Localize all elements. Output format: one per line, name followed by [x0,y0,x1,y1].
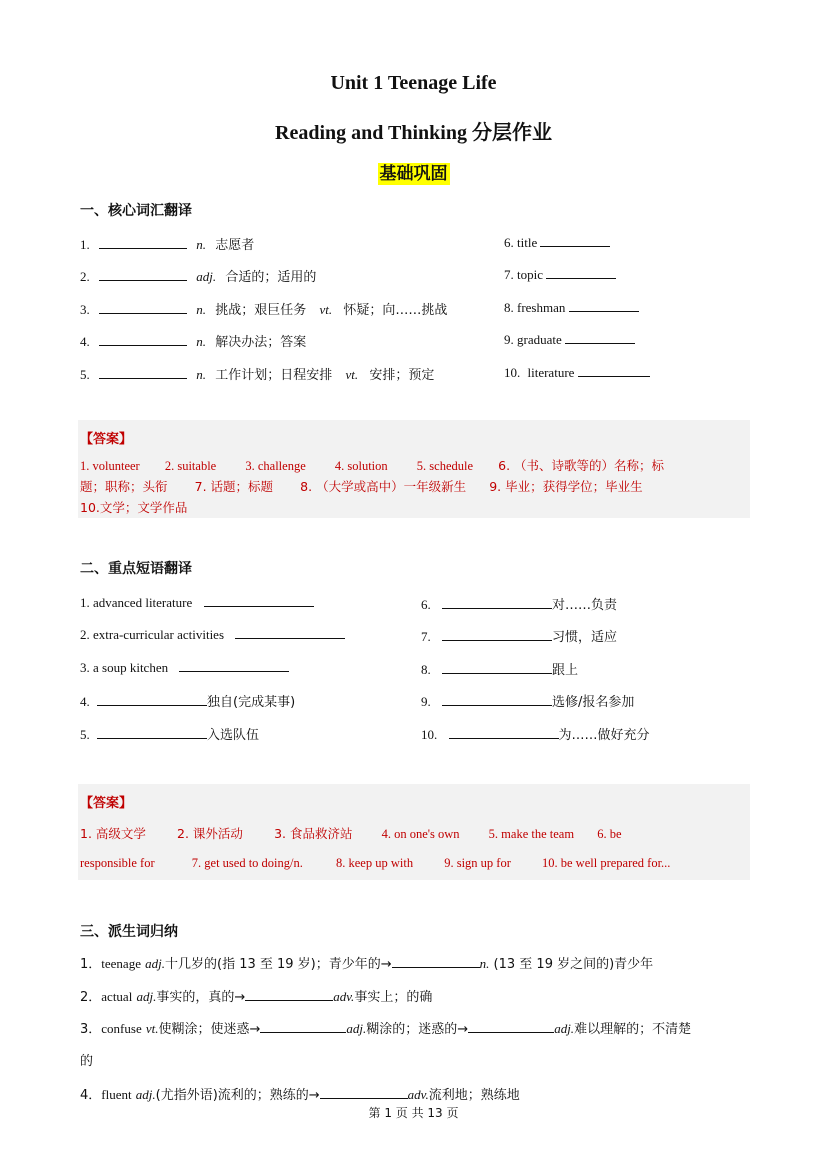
part-of-speech: n. [196,367,206,382]
part-of-speech: n. [196,334,206,349]
vocab-item-4 [80,331,306,350]
answer-item: 5. make the team [488,827,575,841]
word: confuse [101,1021,142,1036]
phrase-item-8 [421,659,578,678]
item-number: 3. [80,302,90,317]
item-number: 1. [80,595,90,610]
vocab-item-6 [504,234,610,251]
answer-heading: 【答案】 [80,796,133,811]
meaning: 独自(完成某事) [207,695,296,710]
answer-blank[interactable] [99,268,187,281]
answer-blank[interactable] [442,661,552,674]
part-of-speech-b: adv. [333,989,355,1004]
phrase-item-6 [421,594,617,613]
answer-item: 9. sign up for [444,856,511,870]
word: actual [101,989,133,1004]
part-of-speech: n. [196,237,206,252]
meaning: 事实的，真的→ [156,990,246,1005]
phrase-item-2 [80,626,345,643]
item-number: 5. [80,727,90,742]
phrase-item-1 [80,594,314,611]
item-number: 7. [504,267,514,282]
page-footer: 第 1 页 共 13 页 [368,1106,459,1120]
answer-box-2 [78,784,750,880]
answer-blank[interactable] [569,299,639,312]
answer-item: 8. keep up with [336,856,414,870]
answer-item: 1. 高级文学 [80,826,146,841]
answer-blank[interactable] [392,955,480,968]
answer-item: responsible for [80,856,155,870]
item-number: 4． [80,1088,102,1103]
answer-blank[interactable] [97,726,207,739]
phrase: advanced literature [93,595,193,610]
meaning-b: 糊涂的；迷惑的→ [366,1022,469,1037]
answer-item: 9. 毕业；获得学位；毕业生 [489,479,643,494]
part-of-speech: adj. [135,1087,156,1102]
meaning: 工作计划；日程安排 [215,368,333,383]
meaning: 合适的；适用的 [225,270,317,285]
answer-blank[interactable] [442,596,552,609]
item-number: 9. [421,694,431,709]
section1-heading: 一、核心词汇翻译 [80,203,192,219]
meaning-2: 安排；预定 [369,368,435,383]
phrase-item-3 [80,659,289,676]
meaning: 入选队伍 [207,728,260,743]
meaning: 习惯，适应 [552,630,618,645]
meaning-c: 难以理解的；不清楚 [574,1022,692,1037]
section3-heading: 三、派生词归纳 [80,924,178,940]
word: freshman [517,300,566,315]
part-of-speech: adj. [145,956,165,971]
item-number: 6. [421,597,431,612]
word: topic [517,267,543,282]
answer-item: 10.文学；文学作品 [80,500,188,515]
part-of-speech-b: n. [479,956,490,971]
answer-blank[interactable] [565,331,635,344]
part-of-speech: n. [196,302,206,317]
answer-line-2 [80,477,643,495]
item-number: 4. [80,334,90,349]
vocab-item-10 [504,364,650,381]
meaning-b: 事实上；的确 [354,990,433,1005]
item-number: 8. [504,300,514,315]
meaning: 解决办法；答案 [215,335,307,350]
answer-blank[interactable] [99,236,187,249]
phrase: a soup kitchen [93,660,169,675]
word: graduate [517,332,562,347]
answer-blank[interactable] [442,628,552,641]
phrase: extra-curricular activities [93,627,225,642]
derivative-item-3 [80,1018,691,1037]
item-number: 10. [504,365,521,380]
answer-blank[interactable] [540,234,610,247]
answer-heading: 【答案】 [80,432,133,447]
item-number: 2． [80,990,102,1005]
item-number: 4. [80,694,90,709]
derivative-item-4 [80,1084,520,1103]
answer-blank[interactable] [442,693,552,706]
answer-blank[interactable] [235,626,345,639]
answer-blank[interactable] [468,1020,554,1033]
answer-blank[interactable] [179,659,289,672]
answer-blank[interactable] [578,364,650,377]
page-subtitle: Reading and Thinking 分层作业 [275,122,552,144]
answer-blank[interactable] [320,1086,408,1099]
meaning-d: 的 [80,1054,94,1069]
item-number: 9. [504,332,514,347]
word: literature [527,365,575,380]
part-of-speech-b: adj. [346,1021,367,1036]
word: teenage [101,956,141,971]
answer-blank[interactable] [99,301,187,314]
answer-item: 3. 食品救济站 [274,826,353,841]
meaning-2: 怀疑；向……挑战 [343,303,448,318]
part-of-speech: vt. [145,1021,159,1036]
answer-blank[interactable] [97,693,207,706]
vocab-item-3 [80,299,447,318]
answer-blank[interactable] [99,366,187,379]
meaning-b: (13 至 19 岁之间的)青少年 [493,957,654,972]
answer-line-1 [80,824,622,842]
vocab-item-7 [504,266,616,283]
answer-blank[interactable] [260,1020,346,1033]
answer-blank[interactable] [449,726,559,739]
vocab-item-2 [80,266,316,285]
item-number: 1. [80,237,90,252]
answer-item: 7. 话题；标题 [194,479,274,494]
item-number: 10. [421,727,438,742]
answer-line-3 [80,498,187,516]
item-number: 3. [80,660,90,675]
answer-line-2 [80,856,670,871]
derivative-item-1 [80,953,653,972]
answer-blank[interactable] [99,333,187,346]
part-of-speech-b: adv. [407,1087,429,1102]
meaning: (尤指外语)流利的；熟练的→ [155,1088,320,1103]
level-badge-wrap [0,159,827,184]
answer-item: 7. get used to doing/n. [191,856,303,870]
derivative-item-3-cont [80,1050,93,1069]
page-title: Unit 1 Teenage Life [330,72,497,94]
vocab-item-8 [504,299,639,316]
answer-blank[interactable] [204,594,314,607]
answer-box-1 [78,420,750,518]
word: title [517,235,538,250]
answer-item: 4. solution [334,459,388,473]
phrase-item-7 [421,626,617,645]
answer-item: 10. be well prepared for... [542,856,671,870]
item-number: 3． [80,1022,102,1037]
part-of-speech: adj. [136,989,157,1004]
vocab-item-9 [504,331,635,348]
answer-item: 6. （书、诗歌等的）名称；标 [498,458,665,473]
item-number: 1． [80,957,102,972]
answer-item: 题；职称；头衔 [80,479,168,494]
vocab-item-1 [80,234,254,253]
part-of-speech: adj. [196,269,217,284]
meaning: 挑战；艰巨任务 [215,303,307,318]
answer-item: 3. challenge [245,459,306,473]
meaning: 志愿者 [215,238,255,253]
meaning: 十几岁的(指 13 至 19 岁)；青少年的→ [165,957,392,972]
phrase-item-10 [421,724,650,743]
phrase-item-5 [80,724,259,743]
answer-item: 4. on one's own [381,827,460,841]
meaning: 使糊涂；使迷惑→ [158,1022,261,1037]
part-of-speech-c: adj. [554,1021,575,1036]
meaning-b: 流利地；熟练地 [428,1088,520,1103]
part-of-speech-2: vt. [319,302,333,317]
answer-item: 8. （大学或高中）一年级新生 [300,479,467,494]
derivative-item-2 [80,986,432,1005]
item-number: 5. [80,367,90,382]
meaning: 跟上 [552,663,579,678]
item-number: 8. [421,662,431,677]
item-number: 6. [504,235,514,250]
answer-blank[interactable] [245,988,333,1001]
answer-item: 1. volunteer [80,459,140,473]
meaning: 选修/报名参加 [552,695,635,710]
level-badge: 基础巩固 [379,164,448,184]
answer-item: 2. suitable [164,459,217,473]
item-number: 2. [80,627,90,642]
meaning: 对……负责 [552,598,618,613]
phrase-item-9 [421,691,634,710]
section2-heading: 二、重点短语翻译 [80,561,192,577]
item-number: 2. [80,269,90,284]
answer-item: 2. 课外活动 [177,826,243,841]
word: fluent [101,1087,132,1102]
vocab-item-5 [80,364,434,383]
answer-line-1 [80,456,664,474]
meaning: 为……做好充分 [558,728,650,743]
part-of-speech-2: vt. [345,367,359,382]
answer-item: 5. schedule [416,459,474,473]
answer-blank[interactable] [546,266,616,279]
phrase-item-4 [80,691,295,710]
answer-item: 6. be [597,827,622,841]
item-number: 7. [421,629,431,644]
